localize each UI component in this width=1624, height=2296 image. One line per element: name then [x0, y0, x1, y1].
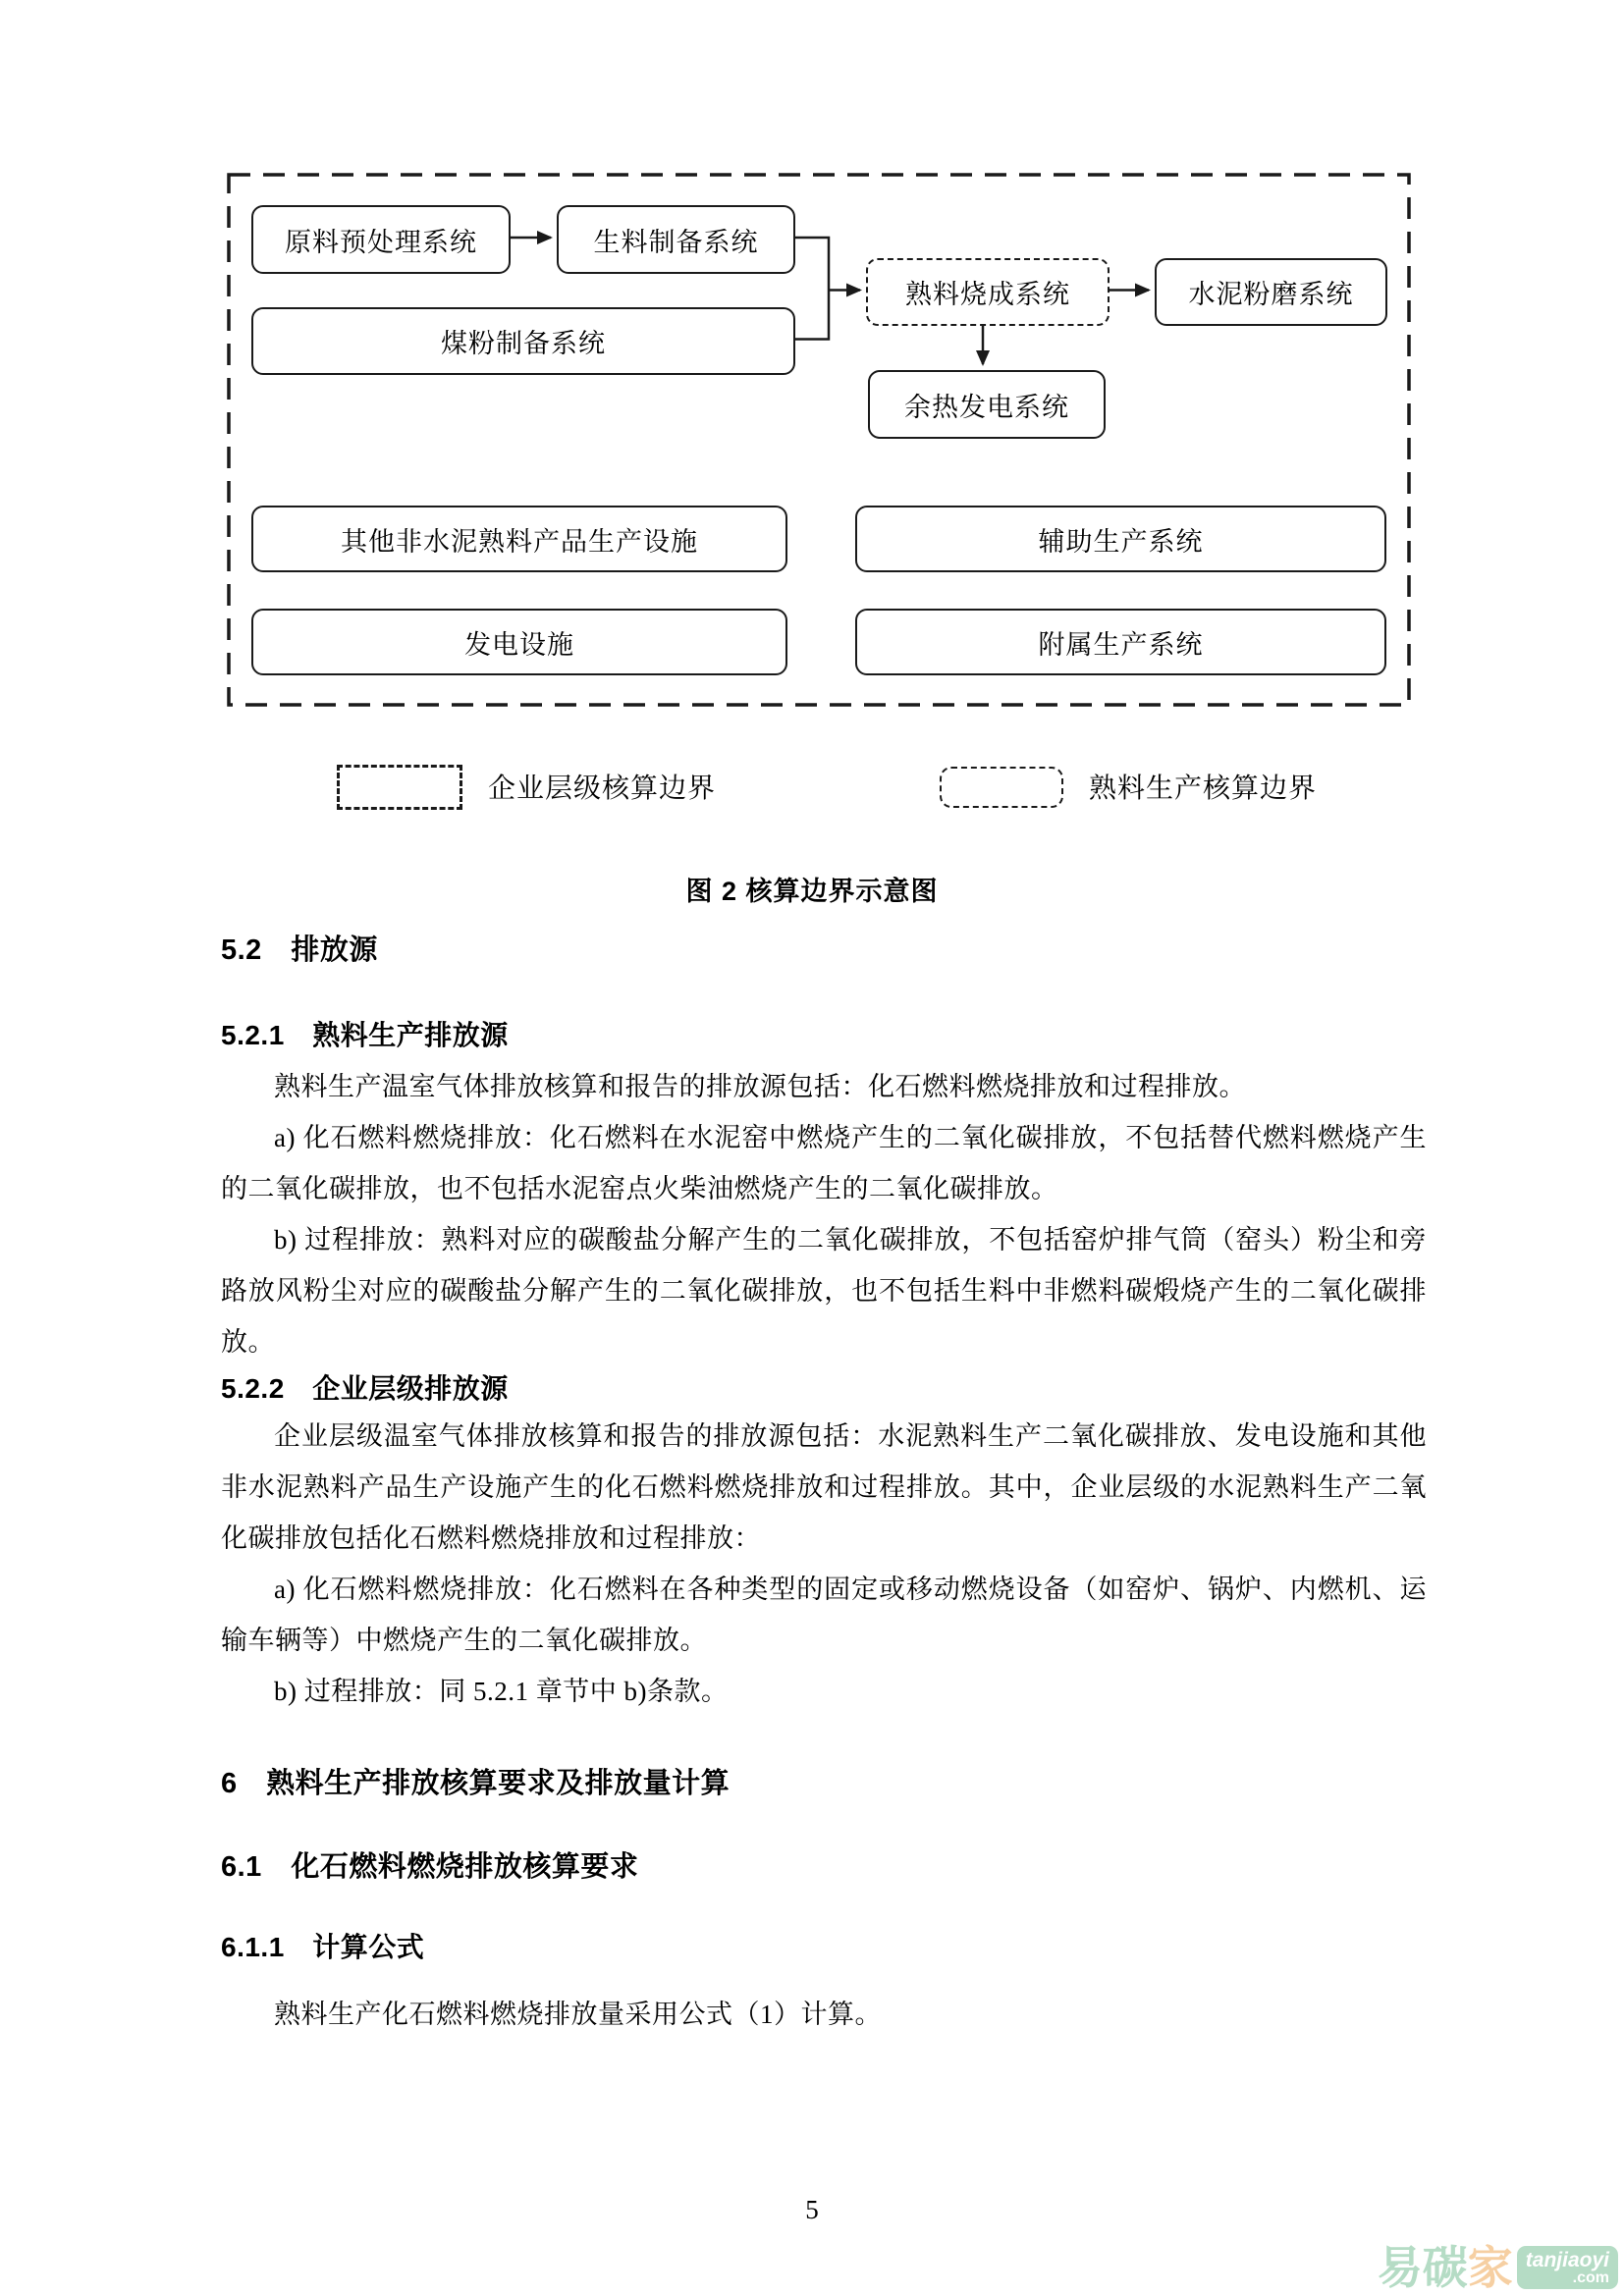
legend-swatch-enterprise-boundary — [337, 765, 462, 810]
watermark-badge-top: tanjiaoyi — [1525, 2249, 1609, 2271]
box-other-non-clinker-facilities — [251, 506, 787, 572]
watermark-cn-green: 易碳 — [1377, 2242, 1468, 2293]
box-power-generation-facility — [251, 609, 787, 675]
body-text — [221, 934, 1427, 2040]
heading-6-1: 6.1 化石燃料燃烧排放核算要求 — [221, 1851, 639, 1883]
tanjiaoyi-watermark-logo — [1377, 2242, 1618, 2293]
box-subsidiary-production — [855, 609, 1386, 675]
box-label: 熟料烧成系统 — [905, 280, 1070, 309]
box-label: 余热发电系统 — [904, 392, 1069, 422]
heading-5-2-1: 5.2.1 熟料生产排放源 — [221, 1020, 509, 1050]
box-label: 生料制备系统 — [593, 227, 759, 257]
legend-label-enterprise-boundary: 企业层级核算边界 — [488, 774, 717, 804]
box-label: 水泥粉磨系统 — [1188, 280, 1354, 309]
box-label: 煤粉制备系统 — [441, 329, 606, 358]
heading-6-1-1: 6.1.1 计算公式 — [221, 1932, 425, 1962]
box-coal-powder-preparation — [251, 307, 795, 375]
box-raw-meal-preparation — [557, 205, 795, 274]
box-auxiliary-production — [855, 506, 1386, 572]
box-label: 辅助生产系统 — [1038, 526, 1204, 557]
paragraph-5-2-1-item-b: b) 过程排放：熟料对应的碳酸盐分解产生的二氧化碳排放，不包括窑炉排气筒（窑头）粉尘和旁路放风粉尘对应的碳酸盐分解产生的二氧化碳排放，也不包括生料中非燃料碳煅烧产生的二氧化碳排放。 — [221, 1225, 1427, 1357]
box-label: 原料预处理系统 — [285, 227, 477, 257]
watermark-cn-orange: 家 — [1467, 2242, 1513, 2293]
paragraph-5-2-1-item-a: a) 化石燃料燃烧排放：化石燃料在水泥窑中燃烧产生的二氧化碳排放，不包括替代燃料燃烧产生的二氧化碳排放，也不包括水泥窑点火柴油燃烧产生的二氧化碳排放。 — [221, 1123, 1427, 1203]
paragraph-5-2-1-intro: 熟料生产温室气体排放核算和报告的排放源包括：化石燃料燃烧排放和过程排放。 — [274, 1072, 1246, 1101]
box-raw-material-pretreatment — [251, 205, 511, 274]
box-clinker-calcination — [866, 258, 1110, 326]
watermark-domain-badge — [1517, 2246, 1618, 2289]
legend-swatch-clinker-boundary — [940, 767, 1063, 808]
box-label: 其他非水泥熟料产品生产设施 — [341, 526, 698, 557]
figure-caption: 图 2 核算边界示意图 — [685, 877, 939, 906]
heading-5-2: 5.2 排放源 — [221, 934, 378, 966]
heading-5-2-2: 5.2.2 企业层级排放源 — [221, 1373, 509, 1404]
paragraph-5-2-2-item-a: a) 化石燃料燃烧排放：化石燃料在各种类型的固定或移动燃烧设备（如窑炉、锅炉、内燃机、运输车辆等）中燃烧产生的二氧化碳排放。 — [221, 1575, 1427, 1655]
box-label: 发电设施 — [464, 629, 574, 660]
connector-coal-to-junction — [791, 291, 829, 340]
paragraph-5-2-2-item-b: b) 过程排放：同 5.2.1 章节中 b)条款。 — [274, 1677, 729, 1706]
box-waste-heat-power — [868, 370, 1106, 439]
box-label: 附属生产系统 — [1038, 629, 1204, 660]
heading-6: 6 熟料生产排放核算要求及排放量计算 — [221, 1768, 731, 1799]
watermark-badge-bottom: .com — [1572, 2269, 1609, 2286]
paragraph-6-1-1-intro: 熟料生产化石燃料燃烧排放量采用公式（1）计算。 — [274, 2000, 882, 2029]
connector-meal-to-junction — [791, 238, 829, 291]
box-cement-grinding — [1155, 258, 1387, 326]
paragraph-5-2-2-intro: 企业层级温室气体排放核算和报告的排放源包括：水泥熟料生产二氧化碳排放、发电设施和其他非水泥熟料产品生产设施产生的化石燃料燃烧排放和过程排放。其中，企业层级的水泥熟料生产二氧化碳排放包括化石燃料燃烧排放和过程排放： — [221, 1421, 1427, 1553]
page-number: 5 — [805, 2195, 819, 2224]
accounting-boundary-diagram — [227, 173, 1411, 707]
legend-label-clinker-boundary: 熟料生产核算边界 — [1089, 774, 1318, 804]
